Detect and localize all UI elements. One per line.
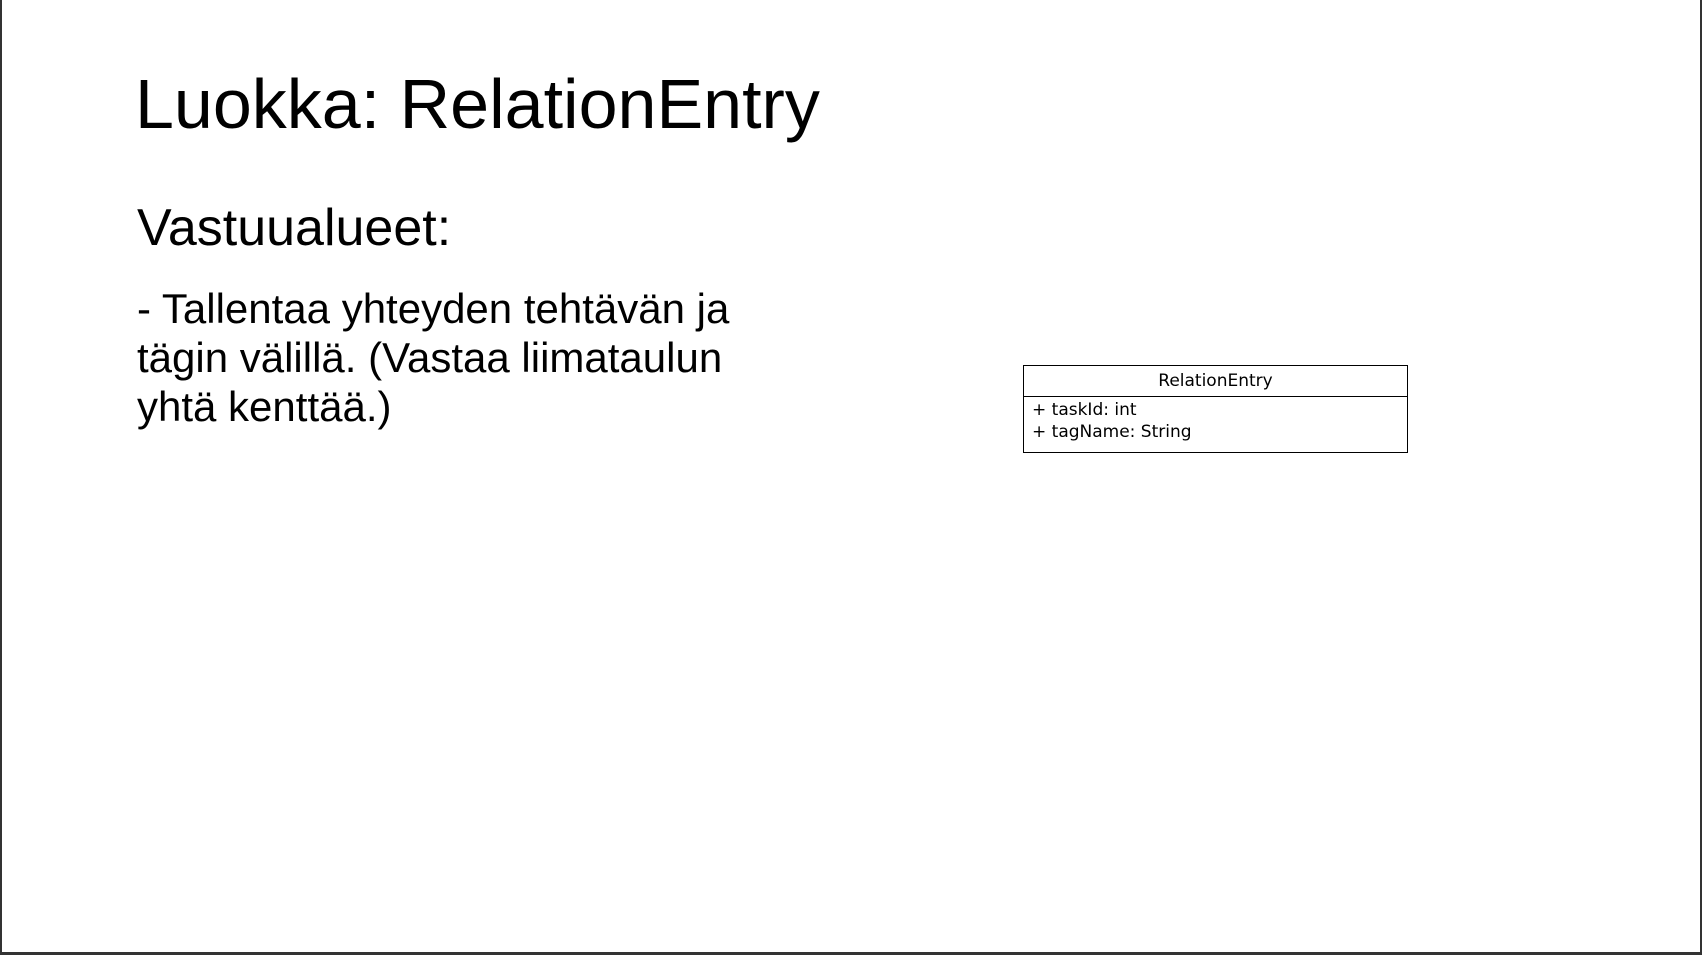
uml-class-name: RelationEntry [1024, 366, 1407, 397]
slide-title: Luokka: RelationEntry [135, 65, 820, 143]
uml-attribute: + tagName: String [1032, 422, 1192, 442]
uml-attribute: + taskId: int [1032, 400, 1137, 420]
uml-class-diagram [1023, 365, 1408, 453]
responsibilities-text: - Tallentaa yhteyden tehtävän ja tägin välillä. (Vastaa liimataulun yhtä kenttää.) [137, 285, 730, 430]
responsibilities-heading: Vastuualueet: [137, 199, 452, 257]
uml-attribute-list [1024, 397, 1407, 443]
